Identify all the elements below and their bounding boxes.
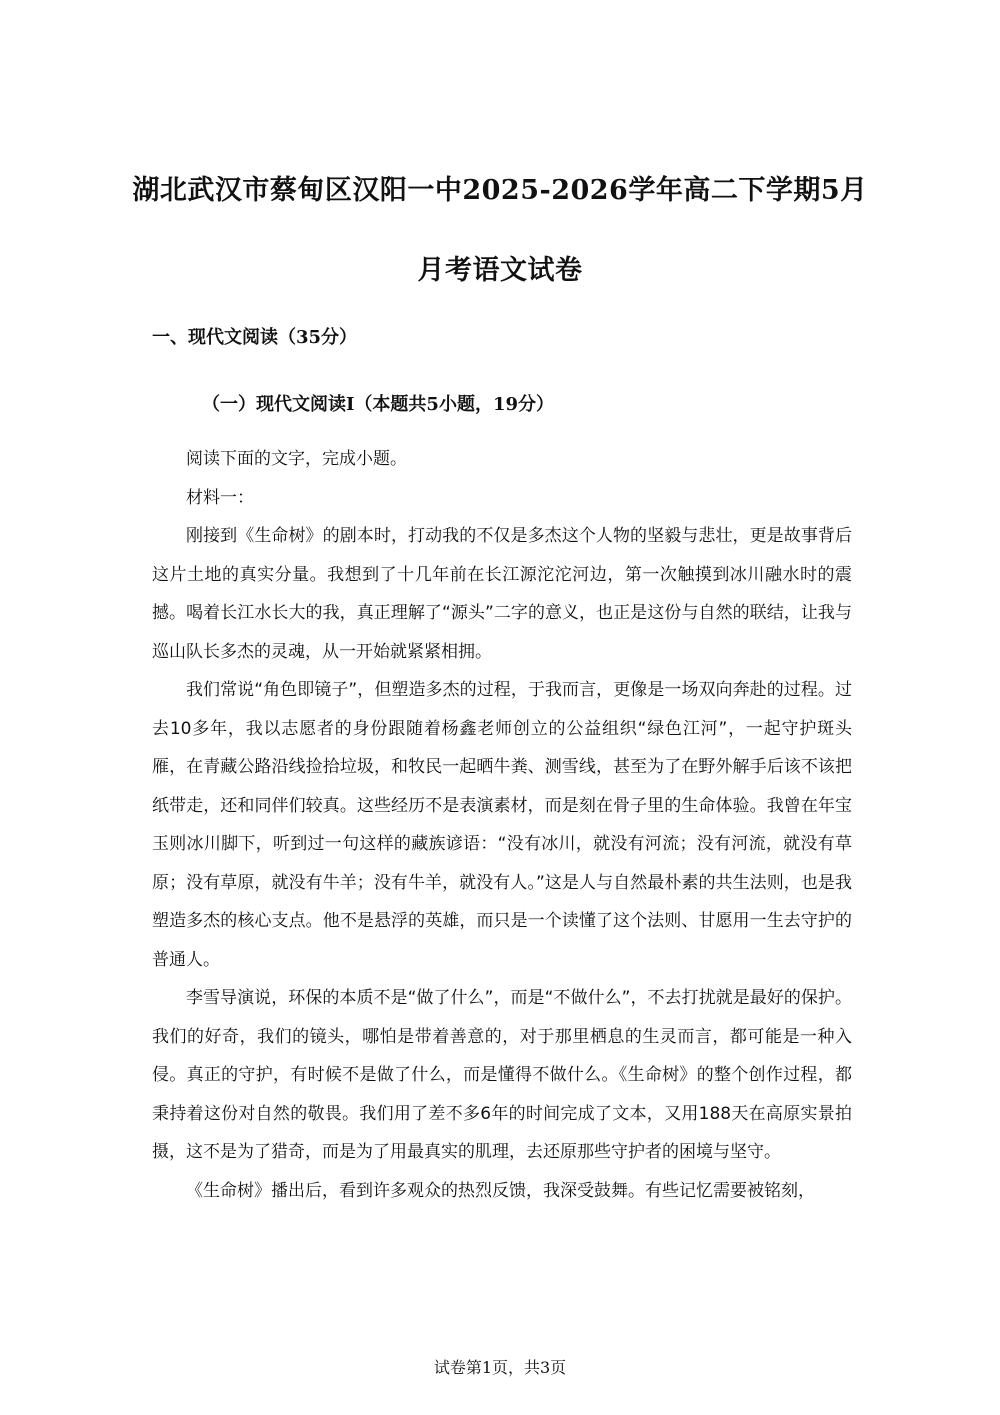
instruction-paragraph: 阅读下面的文字，完成小题。	[186, 449, 407, 469]
document-title-line-1: 湖北武汉市蔡甸区汉阳一中2025-2026学年高二下学期5月	[132, 175, 868, 206]
document-title-line-2: 月考语文试卷	[417, 255, 583, 286]
material-label: 材料一：	[186, 487, 254, 508]
subsection-heading: （一）现代文阅读Ⅰ（本题共5小题，19分）	[202, 394, 554, 415]
page-footer: 试卷第1页，共3页	[433, 1358, 567, 1377]
section-heading: 一、现代文阅读（35分）	[152, 327, 358, 348]
reading-material	[152, 440, 852, 1210]
body-paragraph: 我们常说“角色即镜子”，但塑造多杰的过程，于我而言，更像是一场双向奔赴的过程。过去10多年，我以志愿者的身份跟随着杨鑫老师创立的公益组织“绿色江河”，一起守护斑头雁，在青藏公路沿线捡拾垃圾，和牧民一起晒牛粪、测雪线，甚至为了在野外解手后该不该把纸带走，还和同伴们较真。这些经历不是表演素材，而是刻在骨子里的生命体验。我曾在年宝玉则冰川脚下，听到过一句这样的藏族谚语：“没有冰川，就没有河流；没有河流，就没有草原；没有草原，就没有牛羊；没有牛羊，就没有人。”这是人与自然最朴素的共生法则，也是我塑造多杰的核心支点。他不是悬浮的英雄，而只是一个读懂了这个法则、甘愿用一生去守护的普通人。	[152, 680, 852, 970]
body-paragraph: 刚接到《生命树》的剧本时，打动我的不仅是多杰这个人物的坚毅与悲壮，更是故事背后这片土地的真实分量。我想到了十几年前在长江源沱沱河边，第一次触摸到冰川融水时的震撼。喝着长江水长大的我，真正理解了“源头”二字的意义，也正是这份与自然的联结，让我与巡山队长多杰的灵魂，从一开始就紧紧相拥。	[152, 526, 852, 662]
body-paragraph: 《生命树》播出后，看到许多观众的热烈反馈，我深受鼓舞。有些记忆需要被铭刻，	[186, 1180, 815, 1201]
body-paragraph: 李雪导演说，环保的本质不是“做了什么”，而是“不做什么”，不去打扰就是最好的保护。我们的好奇，我们的镜头，哪怕是带着善意的，对于那里栖息的生灵而言，都可能是一种入侵。真正的守护，有时候不是做了什么，而是懂得不做什么。《生命树》的整个创作过程，都秉持着这份对自然的敬畏。我们用了差不多6年的时间完成了文本，又用188天在高原实景拍摄，这不是为了猎奇，而是为了用最真实的肌理，去还原那些守护者的困境与坚守。	[152, 988, 852, 1162]
